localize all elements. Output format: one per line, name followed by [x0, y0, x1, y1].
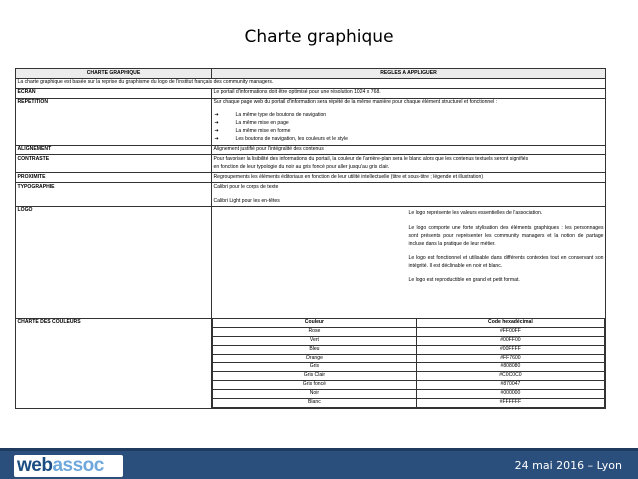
- color-code: #808080: [416, 363, 604, 372]
- color-name: Blanc: [213, 399, 417, 408]
- table-row-proximite: [16, 173, 606, 183]
- header-regles: REGLES A APPLIGUER: [212, 69, 606, 79]
- row-label-logo: LOGO: [16, 206, 212, 318]
- logo-paragraph-3: Le logo est fonctionnel et utilisable dans différents contextes tout en conservant son intégrité. Il est déclinable en noir et blanc.: [408, 254, 604, 270]
- logo-paragraph-1: Le logo représente les valeurs essentielles de l'association.: [408, 210, 543, 217]
- color-name: Orange: [213, 354, 417, 363]
- color-code: #FFFFFF: [416, 399, 604, 408]
- row-value-contraste: [212, 155, 606, 173]
- typographie-line-1: Calibri pour le corps de texte: [213, 183, 279, 190]
- table-row-alignement: [16, 145, 606, 155]
- logo-paragraph-2: Le logo comporte une forte stylisation des éléments graphiques : les personnages sont présents pour représenter les community managers et la notion de partage incluse dans la pratique de leur métier.: [408, 224, 604, 247]
- color-code: #FF7600: [416, 354, 604, 363]
- row-label-typographie: TYPOGRAPHIE: [16, 183, 212, 207]
- footer-bar: [0, 448, 638, 479]
- table-row-ecran: [16, 88, 606, 98]
- color-name: Noir: [213, 390, 417, 399]
- list-item: ➔ La même mise en page: [214, 120, 604, 128]
- table-row: [213, 327, 605, 336]
- colors-header-row: [213, 319, 605, 327]
- intro-text: La charte graphique est basée sur la reprise du graphisme du logo de l'institut français des community managers.: [16, 78, 606, 88]
- logo-web-text: web: [17, 455, 53, 476]
- row-label-proximite: PROXIMITE: [16, 173, 212, 183]
- table-row: [213, 372, 605, 381]
- color-name: Gris foncé: [213, 381, 417, 390]
- logo-assoc-text: assoc: [52, 455, 104, 476]
- row-value-typographie: [212, 183, 606, 207]
- row-value-couleurs: [212, 318, 606, 408]
- table-header-row: [16, 69, 606, 79]
- colors-header-code: Code hexadécimal: [416, 319, 604, 327]
- row-value-proximite: Regroupements les éléments éditoriaux en fonction de leur utilité intellectuelle (titre et sous-titre ; légende et illustration): [212, 173, 606, 183]
- color-code: #870047: [416, 381, 604, 390]
- row-label-couleurs: CHARTE DES COULEURS: [16, 318, 212, 408]
- webassoc-logo: [14, 455, 123, 477]
- slide-title: Charte graphique: [244, 27, 394, 47]
- table-row-couleurs: [16, 318, 606, 408]
- row-label-repetition: REPETITION: [16, 98, 212, 145]
- color-code: #000000: [416, 390, 604, 399]
- table-row-repetition: [16, 98, 606, 145]
- table-row: [213, 336, 605, 345]
- row-label-contraste: CONTRASTE: [16, 155, 212, 173]
- list-item: ➔ La même mise en forme: [214, 128, 604, 136]
- footer-date: 24 mai 2016 – Lyon: [514, 459, 622, 472]
- colors-table: [212, 319, 605, 408]
- color-code: #C0C0C0: [416, 372, 604, 381]
- table-row: [213, 363, 605, 372]
- color-name: Rose: [213, 327, 417, 336]
- charte-table: [15, 68, 606, 409]
- contraste-line-1: Pour favoriser la lisibilité des informations du portail, la couleur de l'arrière-plan sera le blanc alors que les contenus textuels seront signifiés: [213, 155, 529, 162]
- contraste-line-2: en fonction de leur typologie du noir au gris foncé pour aller jusqu'au gris clair.: [213, 163, 390, 170]
- row-value-logo: [212, 206, 606, 318]
- table-row: [213, 345, 605, 354]
- color-code: #00FF00: [416, 336, 604, 345]
- table-row: [213, 354, 605, 363]
- table-row: [213, 390, 605, 399]
- list-item: ➔ Les boutons de navigation, les couleurs et le style: [214, 136, 604, 144]
- list-item: ➔ La même type de boutons de navigation: [214, 112, 604, 120]
- color-name: Gris: [213, 363, 417, 372]
- table-row-logo: [16, 206, 606, 318]
- table-row-intro: [16, 78, 606, 88]
- row-value-ecran: Le portail d'informations doit être optimisé pour une résolution 1024 x 768.: [212, 88, 606, 98]
- table-row-contraste: [16, 155, 606, 173]
- table-row: [213, 399, 605, 408]
- repetition-list: [214, 112, 604, 144]
- color-name: Vert: [213, 336, 417, 345]
- table-row-typographie: [16, 183, 606, 207]
- typographie-line-2: Calibri Light pour les en-têtes: [213, 197, 280, 204]
- colors-header-couleur: Couleur: [213, 319, 417, 327]
- header-charte-graphique: CHARTE GRAPHIQUE: [16, 69, 212, 79]
- color-name: Gris Clair: [213, 372, 417, 381]
- repetition-text: Sur chaque page web du portail d'information sera répété de la même manière pour chaque élément structurel et fonctionnel :: [213, 99, 498, 106]
- row-label-ecran: ECRAN: [16, 88, 212, 98]
- color-name: Bleu: [213, 345, 417, 354]
- table-row: [213, 381, 605, 390]
- logo-paragraph-4: Le logo est reproductible en grand et petit format.: [408, 277, 520, 284]
- color-code: #00FFFF: [416, 345, 604, 354]
- row-label-alignement: ALIGNEMENT: [16, 145, 212, 155]
- row-value-alignement: Alignement justifié pour l'intégralité des contenus: [212, 145, 606, 155]
- color-code: #FF00FF: [416, 327, 604, 336]
- row-value-repetition: [212, 98, 606, 145]
